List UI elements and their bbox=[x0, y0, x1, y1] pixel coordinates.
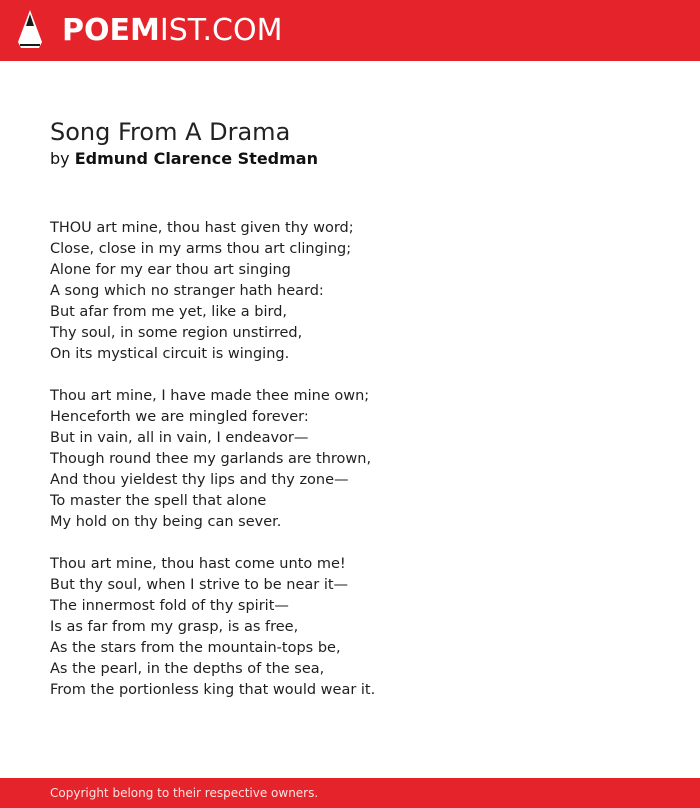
poem-line: Thou art mine, I have made thee mine own; bbox=[50, 388, 370, 404]
poem-line: Is as far from my grasp, is as free, bbox=[50, 619, 299, 635]
poem-line: But in vain, all in vain, I endeavor— bbox=[50, 430, 309, 446]
site-header bbox=[0, 0, 700, 61]
poem-line: Close, close in my arms thou art clinging; bbox=[50, 241, 352, 257]
stanza bbox=[50, 554, 650, 701]
by-label: by bbox=[50, 149, 70, 168]
poem-line: But thy soul, when I strive to be near it— bbox=[50, 577, 349, 593]
site-logo-text[interactable] bbox=[62, 14, 282, 48]
brand-light: IST.COM bbox=[159, 13, 283, 48]
poem-line: Henceforth we are mingled forever: bbox=[50, 409, 309, 425]
poem-body bbox=[50, 218, 650, 722]
poem-title: Song From A Drama bbox=[50, 118, 291, 146]
poem-line: My hold on thy being can sever. bbox=[50, 514, 282, 530]
poem-line: From the portionless king that would wear it. bbox=[50, 682, 376, 698]
poem-line: To master the spell that alone bbox=[50, 493, 267, 509]
author-name: Edmund Clarence Stedman bbox=[74, 149, 318, 168]
site-footer bbox=[0, 778, 700, 808]
poem-line: On its mystical circuit is winging. bbox=[50, 346, 290, 362]
byline bbox=[50, 148, 318, 170]
poem-line: A song which no stranger hath heard: bbox=[50, 283, 324, 299]
pencil-tip-icon[interactable] bbox=[17, 10, 43, 51]
poem-line: As the stars from the mountain-tops be, bbox=[50, 640, 341, 656]
poem-line: Alone for my ear thou art singing bbox=[50, 262, 291, 278]
poem-line: Thou art mine, thou hast come unto me! bbox=[50, 556, 346, 572]
poem-line: The innermost fold of thy spirit— bbox=[50, 598, 289, 614]
poem-line: Though round thee my garlands are thrown, bbox=[50, 451, 372, 467]
poem-line: And thou yieldest thy lips and thy zone— bbox=[50, 472, 349, 488]
copyright-notice: Copyright belong to their respective owners. bbox=[50, 786, 319, 800]
poem-line: THOU art mine, thou hast given thy word; bbox=[50, 220, 354, 236]
brand-bold: POEM bbox=[62, 13, 160, 48]
poem-line: Thy soul, in some region unstirred, bbox=[50, 325, 303, 341]
poem-line: As the pearl, in the depths of the sea, bbox=[50, 661, 325, 677]
stanza bbox=[50, 386, 650, 533]
poem-line: But afar from me yet, like a bird, bbox=[50, 304, 288, 320]
stanza bbox=[50, 218, 650, 365]
